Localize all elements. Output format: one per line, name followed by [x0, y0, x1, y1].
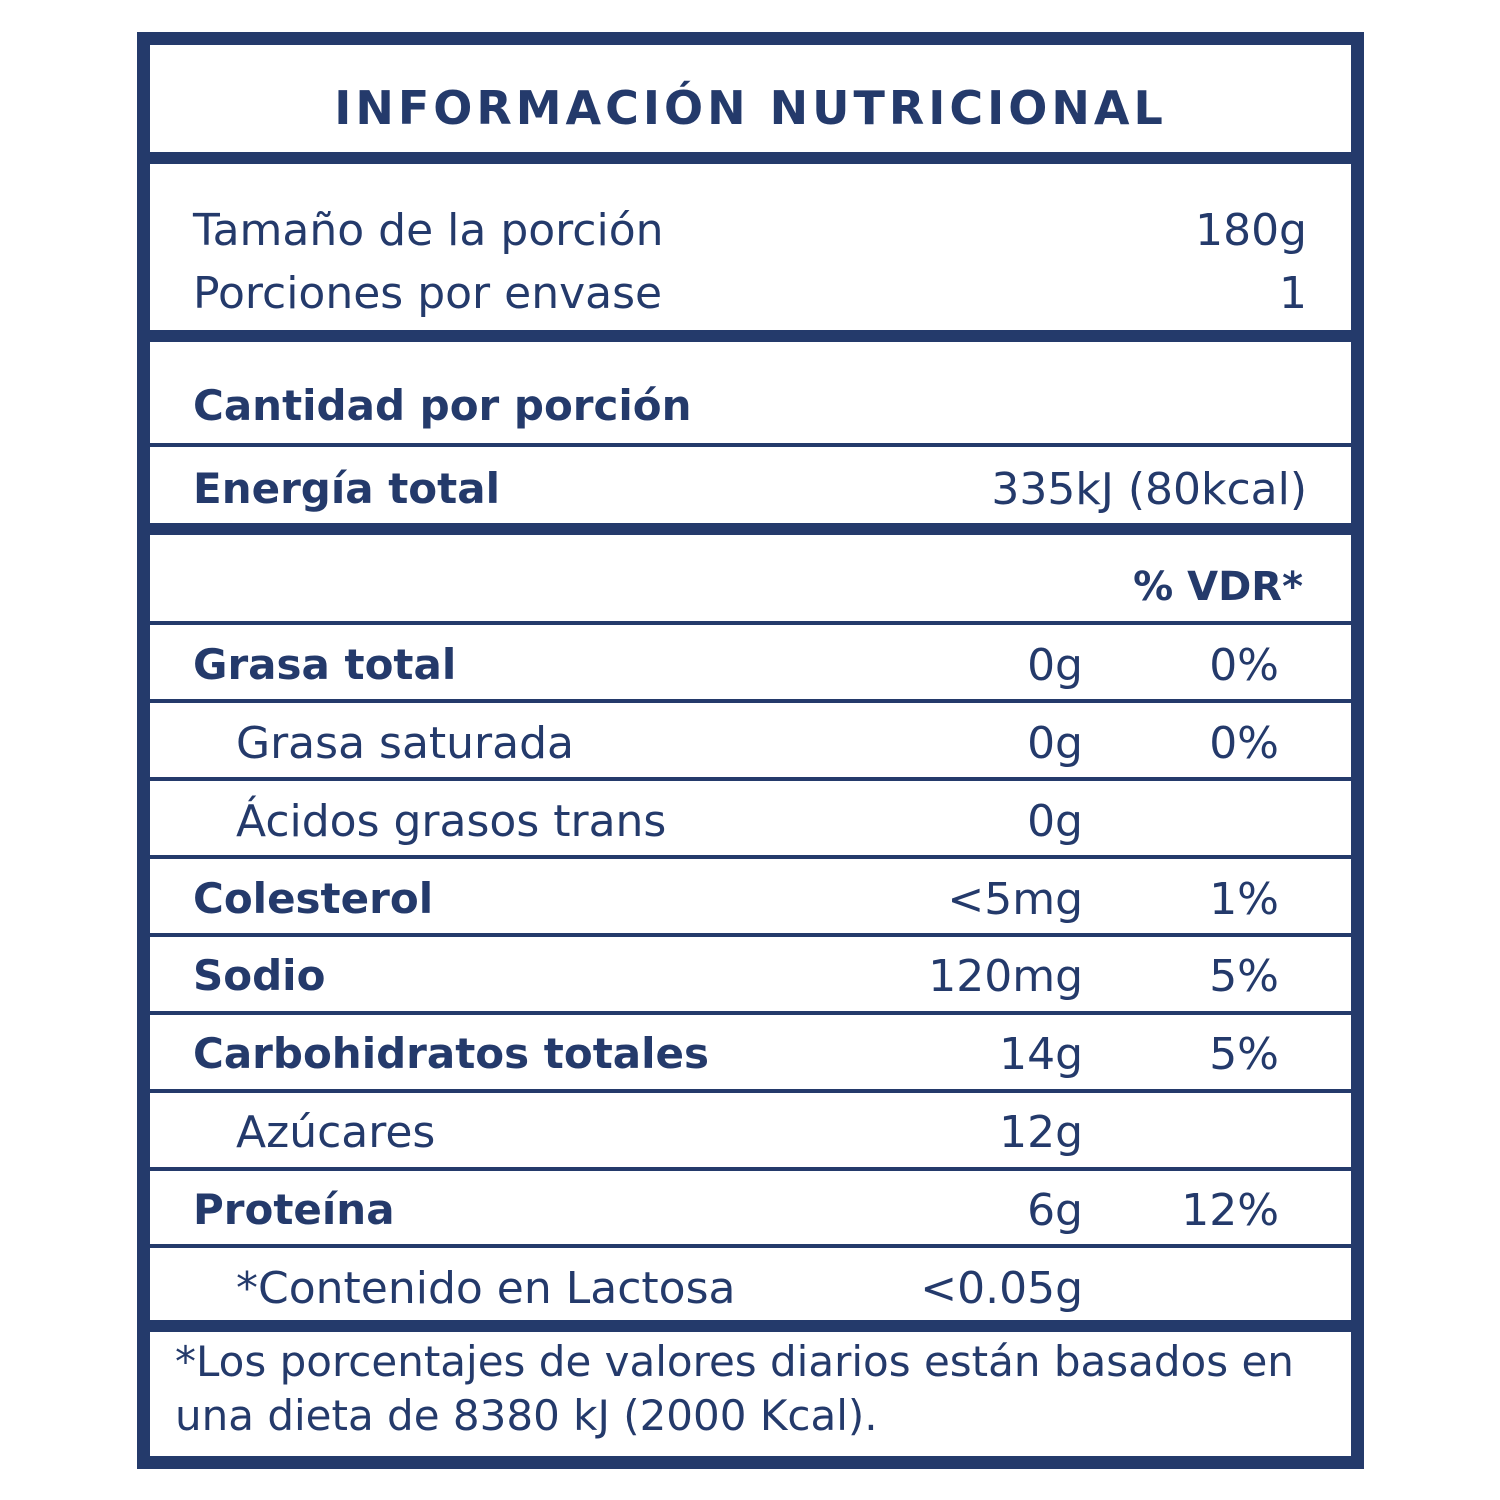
divider — [150, 933, 1351, 937]
nutrient-amount: 6g — [1027, 1185, 1083, 1236]
nutrition-facts-panel — [137, 32, 1364, 1469]
divider — [150, 152, 1351, 164]
nutrient-daily-value: 0% — [1209, 640, 1279, 691]
divider — [150, 523, 1351, 535]
nutrient-daily-value: 5% — [1209, 951, 1279, 1002]
divider — [150, 443, 1351, 447]
divider — [150, 1011, 1351, 1015]
energy-value: 335kJ (80kcal) — [991, 464, 1307, 515]
nutrient-amount: 12g — [999, 1107, 1083, 1158]
nutrient-amount: 0g — [1027, 640, 1083, 691]
nutrient-amount: 14g — [999, 1029, 1083, 1080]
servings-per-container-label: Porciones por envase — [193, 268, 663, 319]
divider — [150, 777, 1351, 781]
nutrient-amount: 120mg — [928, 951, 1083, 1002]
nutrient-label: Grasa total — [193, 640, 457, 689]
nutrient-daily-value: 5% — [1209, 1029, 1279, 1080]
servings-per-container-value: 1 — [1279, 268, 1307, 319]
energy-label: Energía total — [193, 464, 500, 513]
nutrient-label: Sodio — [193, 951, 326, 1000]
divider — [150, 1244, 1351, 1248]
panel-title: INFORMACIÓN NUTRICIONAL — [334, 81, 1167, 135]
divider — [150, 1089, 1351, 1093]
divider — [150, 1320, 1351, 1332]
divider — [150, 699, 1351, 703]
nutrient-label: Colesterol — [193, 874, 434, 923]
daily-value-header: % VDR* — [1133, 564, 1303, 610]
nutrient-label: Grasa saturada — [236, 718, 574, 769]
divider — [150, 621, 1351, 625]
amount-per-serving-header: Cantidad por porción — [193, 381, 692, 430]
nutrient-amount: <0.05g — [920, 1263, 1083, 1314]
serving-size-value: 180g — [1195, 205, 1307, 256]
daily-value-footnote: *Los porcentajes de valores diarios están basados en una dieta de 8380 kJ (2000 Kcal). — [175, 1337, 1294, 1440]
nutrient-label: *Contenido en Lactosa — [236, 1263, 736, 1314]
nutrient-daily-value: 0% — [1209, 718, 1279, 769]
nutrient-daily-value: 12% — [1181, 1185, 1279, 1236]
nutrient-label: Azúcares — [236, 1107, 436, 1158]
nutrient-amount: 0g — [1027, 718, 1083, 769]
nutrient-amount: 0g — [1027, 796, 1083, 847]
nutrient-amount: <5mg — [947, 874, 1083, 925]
nutrient-label: Carbohidratos totales — [193, 1029, 709, 1078]
divider — [150, 855, 1351, 859]
serving-size-label: Tamaño de la porción — [193, 205, 664, 256]
nutrient-label: Proteína — [193, 1185, 395, 1234]
nutrient-label: Ácidos grasos trans — [236, 796, 667, 847]
nutrient-daily-value: 1% — [1209, 874, 1279, 925]
divider — [150, 330, 1351, 342]
divider — [150, 1167, 1351, 1171]
